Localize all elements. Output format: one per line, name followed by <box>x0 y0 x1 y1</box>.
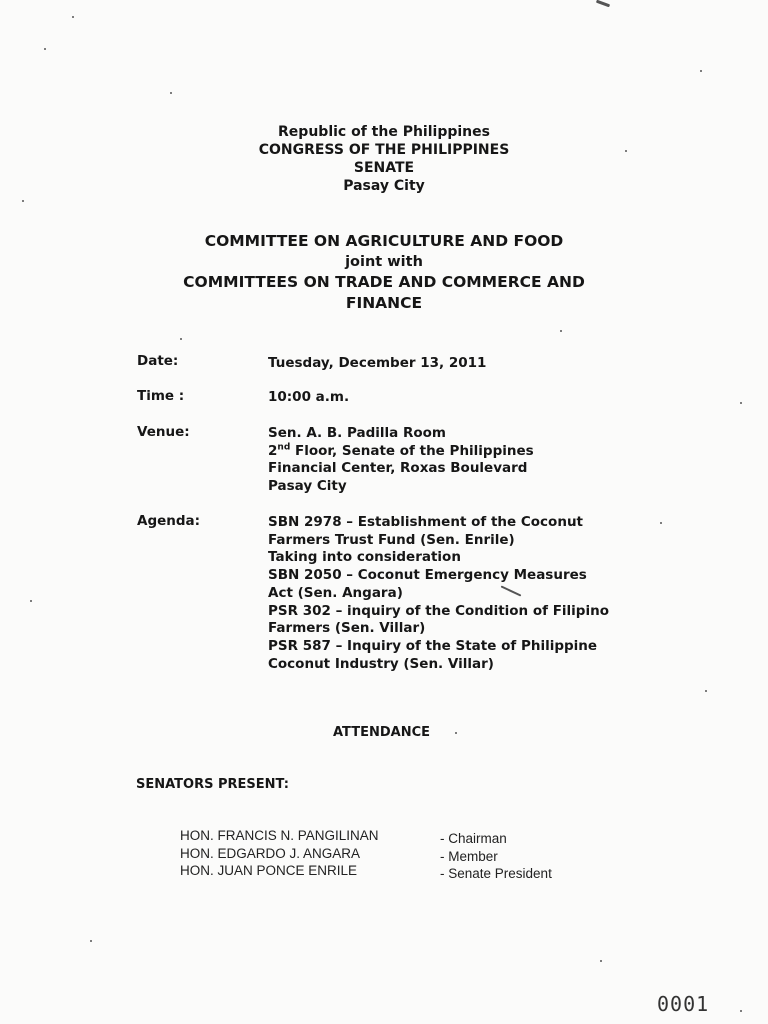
senators-present-heading: SENATORS PRESENT: <box>136 777 289 792</box>
header-congress: CONGRESS OF THE PHILIPPINES <box>258 142 510 158</box>
senator-name: HON. JUAN PONCE ENRILE <box>180 863 358 878</box>
venue-floor <box>268 443 534 461</box>
senator-name: HON. EDGARDO J. ANGARA <box>180 845 361 861</box>
header-republic: Republic of the Philippines <box>278 124 490 140</box>
senator-role: - Chairman <box>440 831 507 846</box>
agenda-list <box>268 514 609 673</box>
agenda-line: PSR 587 – Inquiry of the State of Philippine <box>268 637 598 654</box>
committee-line-1: COMMITTEE ON AGRICULTURE AND FOOD <box>204 232 564 250</box>
attendance-heading: ATTENDANCE <box>333 725 430 740</box>
time-label: Time : <box>137 388 185 404</box>
venue-floor-number: 2 <box>268 442 278 459</box>
senator-name: HON. FRANCIS N. PANGILINAN <box>180 828 379 843</box>
senator-role: - Senate President <box>440 866 552 881</box>
senator-names <box>180 827 379 880</box>
date-value: Tuesday, December 13, 2011 <box>268 355 487 371</box>
agenda-label: Agenda: <box>137 513 201 529</box>
agenda-line: SBN 2978 – Establishment of the Coconut <box>268 514 584 530</box>
page-number: 0001 <box>657 992 710 1016</box>
agenda-line: Taking into consideration <box>268 549 461 566</box>
committee-line-4: FINANCE <box>345 293 423 312</box>
header-block <box>0 123 768 195</box>
agenda-line: SBN 2050 – Coconut Emergency Measures <box>268 567 587 584</box>
committee-line-3: COMMITTEES ON TRADE AND COMMERCE AND <box>183 273 585 291</box>
venue-room: Sen. A. B. Padilla Room <box>268 425 446 441</box>
venue-floor-text: Floor, Senate of the Philippines <box>290 442 534 459</box>
agenda-line: Farmers (Sen. Villar) <box>268 620 426 637</box>
venue-city: Pasay City <box>268 478 347 495</box>
committee-line-2: joint with <box>345 253 423 270</box>
agenda-line: Act (Sen. Angara) <box>268 584 403 601</box>
header-senate: SENATE <box>353 160 415 176</box>
time-value: 10:00 a.m. <box>268 389 350 405</box>
senator-role: - Member <box>440 848 498 864</box>
venue-floor-suffix: nd <box>277 442 291 453</box>
committee-title <box>0 231 768 313</box>
agenda-line: Farmers Trust Fund (Sen. Enrile) <box>268 531 515 548</box>
venue-label: Venue: <box>137 424 190 440</box>
header-city: Pasay City <box>343 178 425 194</box>
agenda-line: PSR 302 – inquiry of the Condition of Filipino <box>268 602 609 619</box>
senator-roles <box>440 830 552 883</box>
venue-center: Financial Center, Roxas Boulevard <box>268 460 528 477</box>
agenda-line: Coconut Industry (Sen. Villar) <box>268 655 494 672</box>
date-label: Date: <box>137 353 179 369</box>
venue-block <box>268 425 534 496</box>
